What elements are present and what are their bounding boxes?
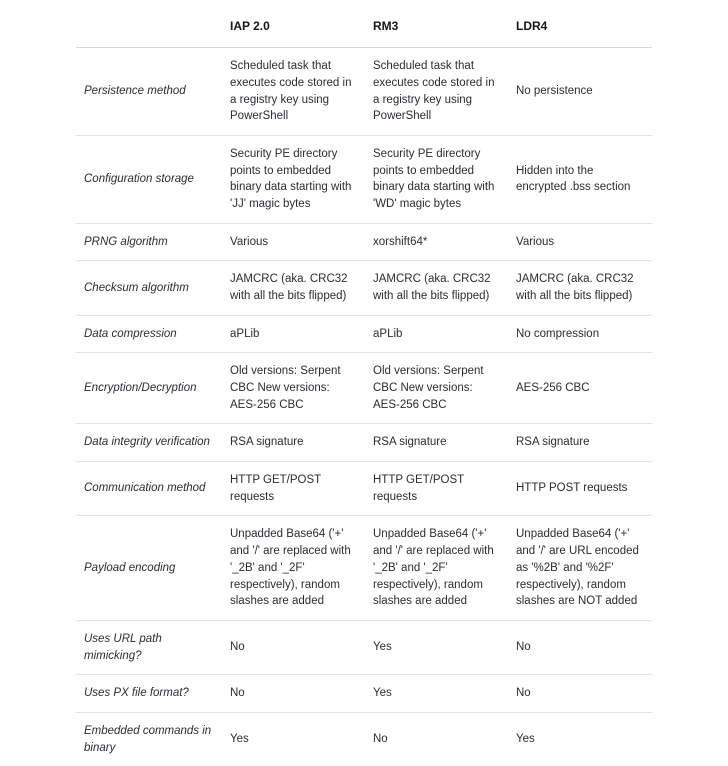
row-label: Checksum algorithm [76,261,222,315]
cell-ldr4: No [508,675,652,713]
table-row [76,315,652,353]
cell-iap20: JAMCRC (aka. CRC32 with all the bits flipped) [222,261,365,315]
row-label: Encryption/Decryption [76,353,222,424]
cell-ldr4: JAMCRC (aka. CRC32 with all the bits flipped) [508,261,652,315]
cell-ldr4: RSA signature [508,424,652,462]
table-row [76,675,652,713]
cell-rm3: Security PE directory points to embedded binary data starting with 'WD' magic bytes [365,136,508,224]
row-label: Embedded commands in binary [84,724,212,754]
row-label: Payload encoding [76,516,222,620]
row-label: Configuration storage [76,136,222,224]
row-label: Uses PX file format? [76,675,222,713]
cell-ldr4: No persistence [508,48,652,136]
cell-rm3: aPLib [365,315,508,353]
cell-ldr4: HTTP POST requests [508,462,652,516]
cell-rm3: HTTP GET/POST requests [365,462,508,516]
table-row [76,424,652,462]
cell-ldr4: AES-256 CBC [508,353,652,424]
cell-rm3: No [373,733,388,746]
row-label: PRNG algorithm [76,223,222,261]
table-body [76,48,652,766]
cell-ldr4: No compression [508,315,652,353]
cell-iap20: Yes [230,733,249,746]
cell-ldr4: Various [508,223,652,261]
table-row [76,516,652,620]
table-row [76,712,652,766]
column-header-feature [76,6,222,48]
cell-iap20: Unpadded Base64 ('+' and '/' are replaced with '_2B' and '_2F' respectively), random slashes are added [222,516,365,620]
table-row [76,48,652,136]
cell-iap20: Old versions: Serpent CBC New versions: AES-256 CBC [222,353,365,424]
row-label: Communication method [76,462,222,516]
table-header [76,6,652,48]
comparison-table-container [76,6,652,766]
row-label: Uses URL path mimicking? [76,620,222,674]
cell-ldr4: Hidden into the encrypted .bss section [508,136,652,224]
cell-iap20: Scheduled task that executes code stored in a registry key using PowerShell [222,48,365,136]
cell-iap20: No [222,675,365,713]
cell-rm3: Old versions: Serpent CBC New versions: AES-256 CBC [365,353,508,424]
cell-iap20: RSA signature [222,424,365,462]
cell-ldr4: Yes [516,733,535,746]
cell-iap20: Security PE directory points to embedded binary data starting with 'JJ' magic bytes [222,136,365,224]
table-row [76,353,652,424]
cell-iap20: No [222,620,365,674]
cell-rm3: JAMCRC (aka. CRC32 with all the bits flipped) [365,261,508,315]
cell-iap20: Various [222,223,365,261]
cell-rm3: Yes [365,675,508,713]
cell-ldr4: Unpadded Base64 ('+' and '/' are URL encoded as '%2B' and '%2F' respectively), random slashes are NOT added [508,516,652,620]
cell-rm3: xorshift64* [365,223,508,261]
row-label: Data integrity verification [76,424,222,462]
cell-iap20: aPLib [222,315,365,353]
cell-rm3: RSA signature [365,424,508,462]
column-header-ldr4: LDR4 [508,6,652,48]
cell-iap20: HTTP GET/POST requests [222,462,365,516]
table-row [76,223,652,261]
column-header-rm3: RM3 [365,6,508,48]
table-row [76,462,652,516]
table-row [76,620,652,674]
table-row [76,261,652,315]
row-label: Data compression [76,315,222,353]
cell-rm3: Scheduled task that executes code stored in a registry key using PowerShell [365,48,508,136]
cell-rm3: Unpadded Base64 ('+' and '/' are replaced with '_2B' and '_2F' respectively), random slashes are added [365,516,508,620]
comparison-table [76,6,652,766]
column-header-iap20: IAP 2.0 [222,6,365,48]
row-label: Persistence method [76,48,222,136]
cell-rm3: Yes [365,620,508,674]
table-row [76,136,652,224]
table-header-row [76,6,652,48]
cell-ldr4: No [508,620,652,674]
